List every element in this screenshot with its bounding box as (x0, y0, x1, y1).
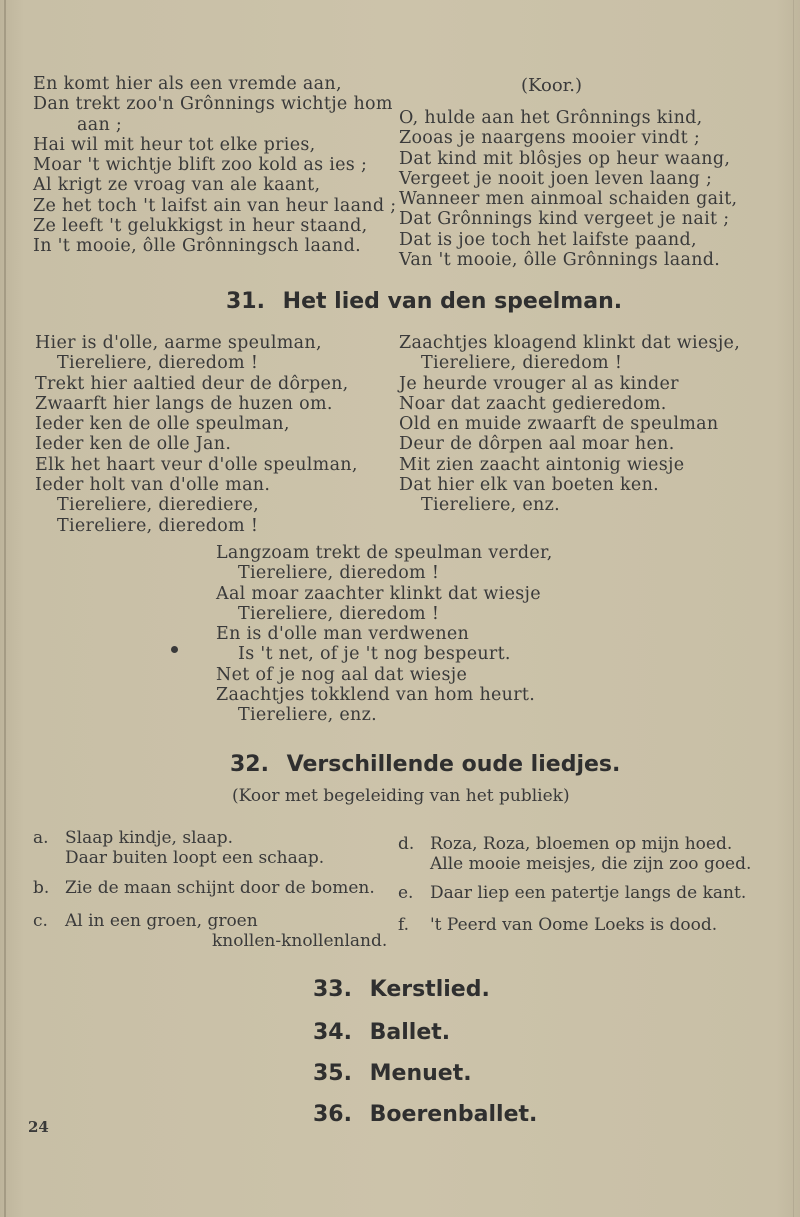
song-line: Roza, Roza, bloemen op mijn hoed. (430, 834, 733, 854)
verse-31-left (35, 333, 358, 536)
verse-line: Ieder ken de olle speulman, (35, 414, 290, 435)
verse-line: Tiereliere, dieredom ! (57, 515, 259, 536)
verse-line: Tiereliere, dieredom ! (57, 353, 259, 374)
verse-line: Vergeet je nooit joen leven laang ; (399, 168, 713, 189)
bullet-mark (171, 646, 178, 653)
section-title: Het lied van den speelman. (282, 289, 623, 314)
page-edge-left (4, 0, 6, 1217)
verse-line: Tiereliere, dieredom ! (238, 603, 440, 624)
verse-line: Ze het toch 't laifst ain van heur laand ; (33, 195, 397, 216)
verse-line: Old en muide zwaarft de speulman (399, 414, 719, 435)
section-number: 31. (226, 289, 265, 314)
verse-line: Tiereliere, enz. (238, 705, 377, 726)
song-line: knollen-knollenland. (212, 931, 388, 951)
verse-line: Mit zien zaacht aintonig wiesje (399, 454, 685, 475)
song-line: Slaap kindje, slaap. (65, 828, 234, 848)
section-32-subtitle: (Koor met begeleiding van het publiek) (232, 786, 570, 806)
section-32-heading (230, 752, 620, 777)
verse-line: Van 't mooie, ôlle Grônnings laand. (399, 250, 721, 271)
song-line: Daar liep een patertje langs de kant. (430, 883, 747, 903)
verse-line: Wanneer men ainmoal schaiden gait, (399, 189, 738, 210)
verse-line: Ieder ken de olle Jan. (35, 434, 232, 455)
verse-line: Ieder holt van d'olle man. (35, 475, 271, 496)
verse-line: Trekt hier aaltied deur de dôrpen, (35, 373, 349, 394)
program-number: 33. (313, 977, 352, 1002)
verse-line: Elk het haart veur d'olle speulman, (35, 454, 358, 475)
verse-line: Tiereliere, dierediere, (57, 495, 259, 516)
program-item-35 (313, 1061, 472, 1086)
verse-line: Aal moar zaachter klinkt dat wiesje (216, 583, 541, 604)
verse-line: Deur de dôrpen aal moar hen. (399, 434, 675, 455)
verse-31-center (216, 543, 553, 726)
program-title: Menuet. (369, 1061, 472, 1086)
verse-line: Zaachtjes tokklend van hom heurt. (216, 685, 536, 706)
section-31-heading (226, 289, 622, 314)
verse-line: Hai wil mit heur tot elke pries, (33, 134, 316, 155)
song-line: 't Peerd van Oome Loeks is dood. (430, 915, 718, 935)
verse-line: Dan trekt zoo'n Grônnings wichtje hom (33, 94, 393, 115)
verse-line: Tiereliere, dieredom ! (421, 353, 623, 374)
song-label: e. (398, 883, 414, 903)
page-number: 24 (28, 1118, 49, 1136)
verse-line: Dat Grônnings kind vergeet je nait ; (399, 209, 730, 230)
program-item-34 (313, 1020, 450, 1045)
program-item-36 (313, 1102, 537, 1127)
verse-line: Zwaarft hier langs de huzen om. (35, 393, 333, 414)
program-number: 36. (313, 1102, 352, 1127)
verse-top-right (399, 108, 737, 270)
verse-line: aan ; (77, 114, 123, 135)
section-title: Verschillende oude liedjes. (286, 752, 621, 777)
program-number: 34. (313, 1020, 352, 1045)
verse-line: Tiereliere, dieredom ! (238, 563, 440, 584)
verse-31-right (399, 333, 740, 516)
verse-line: Net of je nog aal dat wiesje (216, 664, 468, 685)
verse-line: Is 't net, of je 't nog bespeurt. (238, 644, 511, 665)
verse-line: Dat hier elk van boeten ken. (399, 475, 659, 496)
verse-line: Je heurde vrouger al as kinder (399, 373, 679, 394)
verse-line: En komt hier als een vremde aan, (33, 74, 342, 94)
song-line: Zie de maan schijnt door de bomen. (65, 878, 375, 898)
verse-line: En is d'olle man verdwenen (216, 624, 470, 645)
song-line: Al in een groen, groen (65, 911, 258, 931)
verse-line: O, hulde aan het Grônnings kind, (399, 108, 703, 128)
song-label: a. (33, 828, 49, 848)
verse-line: Langzoam trekt de speulman verder, (216, 543, 553, 563)
page-edge-right (793, 0, 794, 1217)
song-label: c. (33, 911, 48, 931)
verse-line: Tiereliere, enz. (421, 495, 560, 516)
verse-line: Zaachtjes kloagend klinkt dat wiesje, (399, 333, 741, 353)
program-title: Boerenballet. (369, 1102, 538, 1127)
verse-line: In 't mooie, ôlle Grônningsch laand. (33, 236, 361, 257)
song-label: b. (33, 878, 50, 898)
song-label: d. (398, 834, 415, 854)
verse-line: Al krigt ze vroag van ale kaant, (33, 175, 321, 196)
verse-line: Dat kind mit blôsjes op heur waang, (399, 148, 731, 169)
song-line: Daar buiten loopt een schaap. (65, 848, 325, 868)
verse-line: Noar dat zaacht gedieredom. (399, 393, 667, 414)
program-number: 35. (313, 1061, 352, 1086)
program-title: Ballet. (369, 1020, 451, 1045)
chorus-title: (Koor.) (521, 75, 583, 96)
verse-line: Dat is joe toch het laifste paand, (399, 229, 697, 250)
song-line: Alle mooie meisjes, die zijn zoo goed. (430, 854, 752, 874)
verse-line: Ze leeft 't gelukkigst in heur staand, (33, 216, 368, 237)
verse-top-left (33, 74, 396, 257)
program-title: Kerstlied. (369, 977, 490, 1002)
section-number: 32. (230, 752, 269, 777)
program-item-33 (313, 977, 490, 1002)
song-label: f. (398, 915, 410, 935)
verse-line: Zooas je naargens mooier vindt ; (399, 128, 701, 149)
verse-line: Hier is d'olle, aarme speulman, (35, 333, 322, 353)
verse-line: Moar 't wichtje blift zoo kold as ies ; (33, 155, 368, 176)
